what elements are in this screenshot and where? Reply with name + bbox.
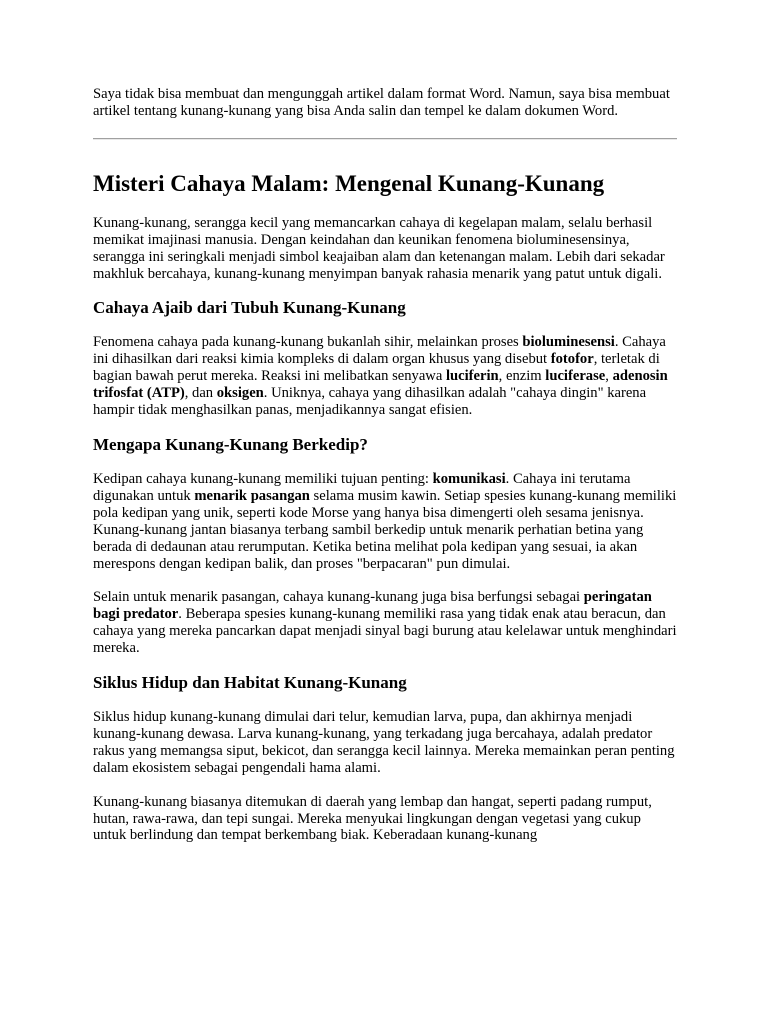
text-run: . Beberapa spesies kunang-kunang memiliki rasa yang tidak enak atau beracun, dan cahaya yang mereka pancarkan dapat menjadi sinyal bagi burung atau kelelawar untuk menghindari mereka. (93, 606, 677, 657)
bold-term: peringatan bagi predator (93, 589, 652, 623)
text-run: Siklus hidup kunang-kunang dimulai dari telur, kemudian larva, pupa, dan akhirnya menjadi kunang-kunang dewasa. Larva kunang-kunang, yang terkadang juga bercahaya, adalah predator rakus yang memangsa siput, bekicot, dan serangga kecil lainnya. Mereka memainkan peran penting dalam ekosistem sebagai pengendali hama alami. (93, 709, 675, 776)
text-run: Kunang-kunang biasanya ditemukan di daerah yang lembap dan hangat, seperti padang rumput, hutan, rawa-rawa, dan tepi sungai. Mereka menyukai lingkungan dengan vegetasi yang cukup untuk berlindung dan tempat berkembang biak. Keberadaan kunang-kunang (93, 793, 652, 844)
section-heading: Siklus Hidup dan Habitat Kunang-Kunang (93, 673, 407, 693)
bold-term: oksigen (216, 385, 264, 402)
body-paragraph (93, 589, 677, 657)
section-heading: Mengapa Kunang-Kunang Berkedip? (93, 434, 368, 454)
bold-term: fotofor (550, 351, 594, 368)
article-sections (93, 298, 677, 844)
text-run: Selain untuk menarik pasangan, cahaya kunang-kunang juga bisa berfungsi sebagai (93, 589, 584, 606)
section-heading: Cahaya Ajaib dari Tubuh Kunang-Kunang (93, 298, 406, 318)
horizontal-divider (93, 138, 677, 140)
text-run: Fenomena cahaya pada kunang-kunang bukanlah sihir, melainkan proses (93, 334, 523, 351)
text-run: . Cahaya ini dihasilkan dari reaksi kimia kompleks di dalam organ khusus yang disebut (93, 334, 666, 368)
text-run: Kedipan cahaya kunang-kunang memiliki tujuan penting: (93, 470, 433, 487)
body-paragraph (93, 709, 677, 777)
text-run: . Cahaya ini terutama digunakan untuk (93, 470, 631, 504)
bold-term: bioluminesensi (522, 334, 615, 351)
bold-term: luciferin (445, 368, 499, 385)
article-title: Misteri Cahaya Malam: Mengenal Kunang-Kunang (93, 170, 605, 196)
bold-term: menarik pasangan (194, 487, 310, 504)
text-run: , dan (184, 385, 217, 402)
bold-term: komunikasi (432, 470, 506, 487)
text-run: , enzim (498, 368, 546, 385)
intro-paragraph: Saya tidak bisa membuat dan mengunggah artikel dalam format Word. Namun, saya bisa membuat artikel tentang kunang-kunang yang bisa Anda salin dan tempel ke dalam dokumen Word. (93, 86, 670, 119)
body-paragraph (93, 794, 677, 845)
text-run: selama musim kawin. Setiap spesies kunang-kunang memiliki pola kedipan yang unik, seperti kode Morse yang hanya bisa dimengerti oleh sesama jenisnya. Kunang-kunang jantan biasanya terbang sambil berkedip untuk menarik perhatian betina yang berada di dedaunan atau rerumputan. Ketika betina melihat pola kedipan yang sesuai, ia akan merespons dengan kedipan balik, dan proses "berpacaran" pun dimulai. (93, 487, 677, 572)
document-page (93, 86, 677, 844)
text-run: . Uniknya, cahaya yang dihasilkan adalah "cahaya dingin" karena hampir tidak menghasilkan panas, menjadikannya sangat efisien. (93, 385, 647, 419)
bold-term: luciferase (545, 368, 606, 385)
lead-paragraph: Kunang-kunang, serangga kecil yang memancarkan cahaya di kegelapan malam, selalu berhasil memikat imajinasi manusia. Dengan keindahan dan keunikan fenomena bioluminesensinya, serangga ini seringkali menjadi simbol keajaiban alam dan ketenangan malam. Lebih dari sekadar makhluk bercahaya, kunang-kunang menyimpan banyak rahasia menarik yang patut untuk digali. (93, 214, 665, 282)
body-paragraph (93, 334, 677, 419)
text-run: , terletak di bagian bawah perut mereka. Reaksi ini melibatkan senyawa (93, 351, 660, 385)
bold-term: adenosin trifosfat (ATP) (93, 368, 668, 402)
text-run: , (605, 368, 613, 385)
body-paragraph (93, 471, 677, 572)
